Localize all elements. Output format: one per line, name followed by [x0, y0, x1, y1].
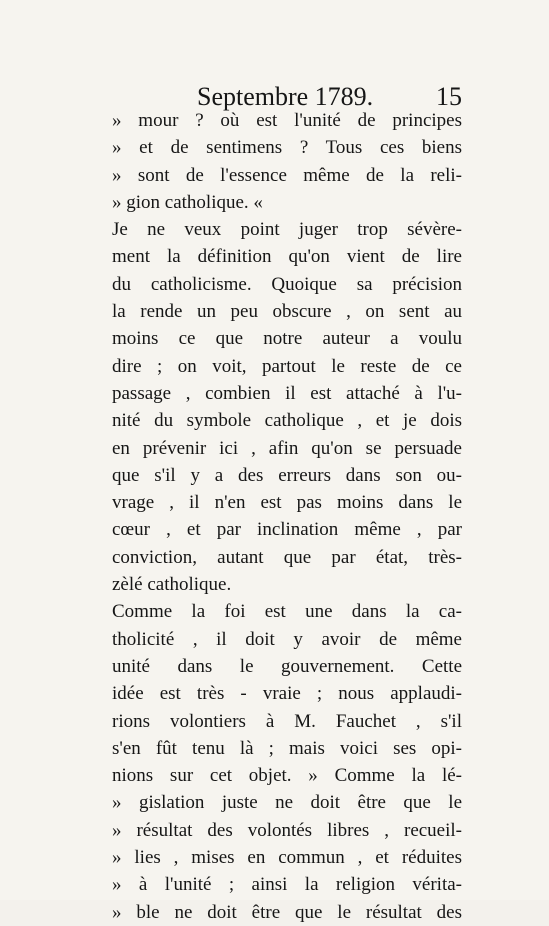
text-line: passage , combien il est attaché à l'u-	[112, 382, 462, 404]
body-text	[112, 107, 462, 926]
text-line: dire ; on voit, partout le reste de ce	[112, 355, 462, 377]
page-number: 15	[436, 82, 462, 111]
text-line: tholicité , il doit y avoir de même	[112, 628, 462, 650]
text-line: en prévenir ici , afin qu'on se persuade	[112, 437, 462, 459]
text-line: cœur , et par inclination même , par	[112, 519, 462, 541]
text-line: » mour ? où est l'unité de principes	[112, 110, 462, 131]
text-line: nions sur cet objet. » Comme la lé-	[112, 765, 462, 787]
text-line: que s'il y a des erreurs dans son ou-	[112, 464, 462, 486]
text-line: conviction, autant que par état, très-	[112, 546, 462, 568]
text-line: » lies , mises en commun , et réduites	[112, 847, 462, 869]
text-line: » sont de l'essence même de la reli-	[112, 164, 462, 186]
text-line: » à l'unité ; ainsi la religion vérita-	[112, 874, 462, 896]
text-line: s'en fût tenu là ; mais voici ses opi-	[112, 737, 462, 759]
text-line: rions volontiers à M. Fauchet , s'il	[112, 710, 462, 732]
text-line: la rende un peu obscure , on sent au	[112, 301, 462, 323]
text-line: » ble ne doit être que le résultat des	[112, 901, 462, 923]
text-line: Comme la foi est une dans la ca-	[112, 601, 462, 623]
text-line: » résultat des volontés libres , recueil-	[112, 819, 462, 841]
text-line: Je ne veux point juger trop sévère-	[112, 219, 462, 241]
text-line: idée est très - vraie ; nous applaudi-	[112, 683, 462, 705]
text-line: nité du symbole catholique , et je dois	[112, 410, 462, 432]
text-line: » et de sentimens ? Tous ces biens	[112, 137, 462, 159]
text-line: ment la définition qu'on vient de lire	[112, 246, 462, 268]
text-line: du catholicisme. Quoique sa précision	[112, 273, 462, 295]
text-line: moins ce que notre auteur a voulu	[112, 328, 462, 350]
text-line: » gion catholique. «	[112, 191, 263, 213]
text-line: vrage , il n'en est pas moins dans le	[112, 492, 462, 514]
text-line: zèlé catholique.	[112, 574, 232, 596]
text-line: unité dans le gouvernement. Cette	[112, 655, 462, 677]
text-line: » gislation juste ne doit être que le	[112, 792, 462, 814]
running-head: Septembre 1789.	[197, 82, 374, 111]
